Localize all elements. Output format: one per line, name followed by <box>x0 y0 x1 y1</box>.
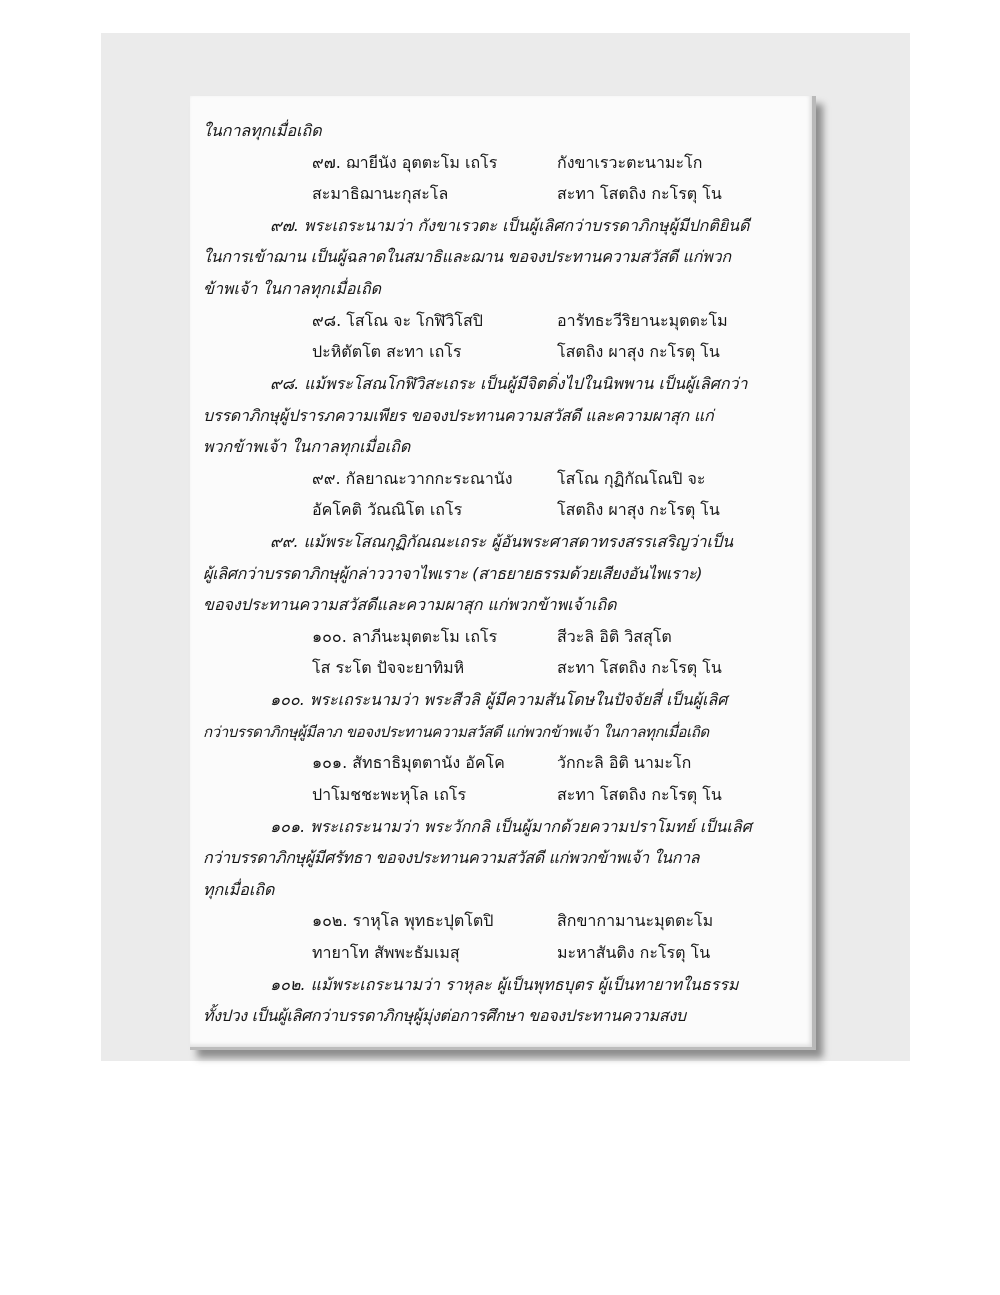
verse-line-right: สะทา โสตถิง กะโรตุ โน <box>557 184 722 203</box>
verse-line-left: โส ระโต ปัจจะยาทิมหิ <box>312 658 465 677</box>
translation-line: ๑๐๐. พระเถระนามว่า พระสีวลิ ผู้มีความสันโดษในปัจจัยสี่ เป็นผู้เลิศ <box>270 690 728 709</box>
verse-line-left: ๙๙. กัลยาณะวากกะระณานัง <box>312 469 513 488</box>
translation-line: ทั้งปวง เป็นผู้เลิศกว่าบรรดาภิกษุผู้มุ่งต่อการศึกษา ขอจงประทานความสงบ <box>203 1006 686 1025</box>
translation-line: ๑๐๒. แม้พระเถระนามว่า ราหุละ ผู้เป็นพุทธบุตร ผู้เป็นทายาทในธรรม <box>270 975 739 994</box>
translation-line: ทุกเมื่อเถิด <box>203 880 275 899</box>
verse-line-left: ทายาโท สัพพะธัมเมสุ <box>312 943 460 962</box>
verse-line-right: สิกขากามานะมุตตะโม <box>557 911 714 930</box>
translation-line: ๙๘. แม้พระโสณโกฬิวิสะเถระ เป็นผู้มีจิตดิ่งไปในนิพพาน เป็นผู้เลิศกว่า <box>270 374 748 393</box>
translation-line: พวกข้าพเจ้า ในกาลทุกเมื่อเถิด <box>203 437 411 456</box>
verse-line-left: ๑๐๒. ราหุโล พุทธะปุตโตปิ <box>312 911 494 930</box>
verse-line-right: โสตถิง ผาสุง กะโรตุ โน <box>557 342 720 361</box>
verse-line-right: สะทา โสตถิง กะโรตุ โน <box>557 658 722 677</box>
verse-line-left: ๑๐๑. สัทธาธิมุตตานัง อัคโค <box>312 753 505 772</box>
translation-line: กว่าบรรดาภิกษุผู้มีลาภ ขอจงประทานความสวัสดี แก่พวกข้าพเจ้า ในกาลทุกเมื่อเถิด <box>203 723 709 741</box>
verse-line-left: ๙๗. ฌายีนัง อุตตะโม เถโร <box>312 153 498 172</box>
verse-line-right: อารัทธะวีริยานะมุตตะโม <box>557 311 728 330</box>
verse-line-right: สีวะลิ อิติ วิสสุโต <box>557 627 672 646</box>
verse-line-left: อัคโคติ วัณณิโต เถโร <box>312 500 463 519</box>
verse-line-left: ปาโมชชะพะหุโล เถโร <box>312 785 467 804</box>
translation-line: ข้าพเจ้า ในกาลทุกเมื่อเถิด <box>203 279 382 298</box>
translation-line: ๙๗. พระเถระนามว่า กังขาเรวตะ เป็นผู้เลิศกว่าบรรดาภิกษุผู้มีปกติยินดี <box>270 216 750 235</box>
translation-line: ผู้เลิศกว่าบรรดาภิกษุผู้กล่าววาจาไพเราะ (สาธยายธรรมด้วยเสียงอันไพเราะ) <box>203 564 703 583</box>
translation-line: ขอจงประทานความสวัสดีและความผาสุก แก่พวกข้าพเจ้าเถิด <box>203 595 617 614</box>
verse-line-right: โสตถิง ผาสุง กะโรตุ โน <box>557 500 720 519</box>
verse-line-right: โสโณ กุฏิกัณโณปิ จะ <box>557 469 706 488</box>
verse-line-right: มะหาสันติง กะโรตุ โน <box>557 943 711 962</box>
verse-line-left: ปะหิตัตโต สะทา เถโร <box>312 342 462 361</box>
translation-line: บรรดาภิกษุผู้ปรารภความเพียร ขอจงประทานความสวัสดี และความผาสุก แก่ <box>203 406 714 425</box>
translation-line: ในการเข้าฌาน เป็นผู้ฉลาดในสมาธิและฌาน ขอจงประทานความสวัสดี แก่พวก <box>203 247 731 266</box>
translation-line: กว่าบรรดาภิกษุผู้มีศรัทธา ขอจงประทานความสวัสดี แก่พวกข้าพเจ้า ในกาล <box>203 848 700 867</box>
verse-line-right: วักกะลิ อิติ นามะโก <box>557 753 692 772</box>
verse-line-left: สะมาธิฌานะกุสะโล <box>312 184 449 203</box>
verse-line-left: ๙๘. โสโณ จะ โกฬิวิโสปิ <box>312 311 483 330</box>
translation-line: ๙๙. แม้พระโสณกุฏิกัณณะเถระ ผู้อันพระศาสดาทรงสรรเสริญว่าเป็น <box>270 532 734 551</box>
verse-line-right: สะทา โสตถิง กะโรตุ โน <box>557 785 722 804</box>
verse-line-left: ๑๐๐. ลาภีนะมุตตะโม เถโร <box>312 627 498 646</box>
verse-line-right: กังขาเรวะตะนามะโก <box>557 153 703 172</box>
translation-line: ๑๐๑. พระเถระนามว่า พระวักกลิ เป็นผู้มากด้วยความปราโมทย์ เป็นเลิศ <box>270 817 752 836</box>
text-line: ในกาลทุกเมื่อเถิด <box>203 121 322 140</box>
